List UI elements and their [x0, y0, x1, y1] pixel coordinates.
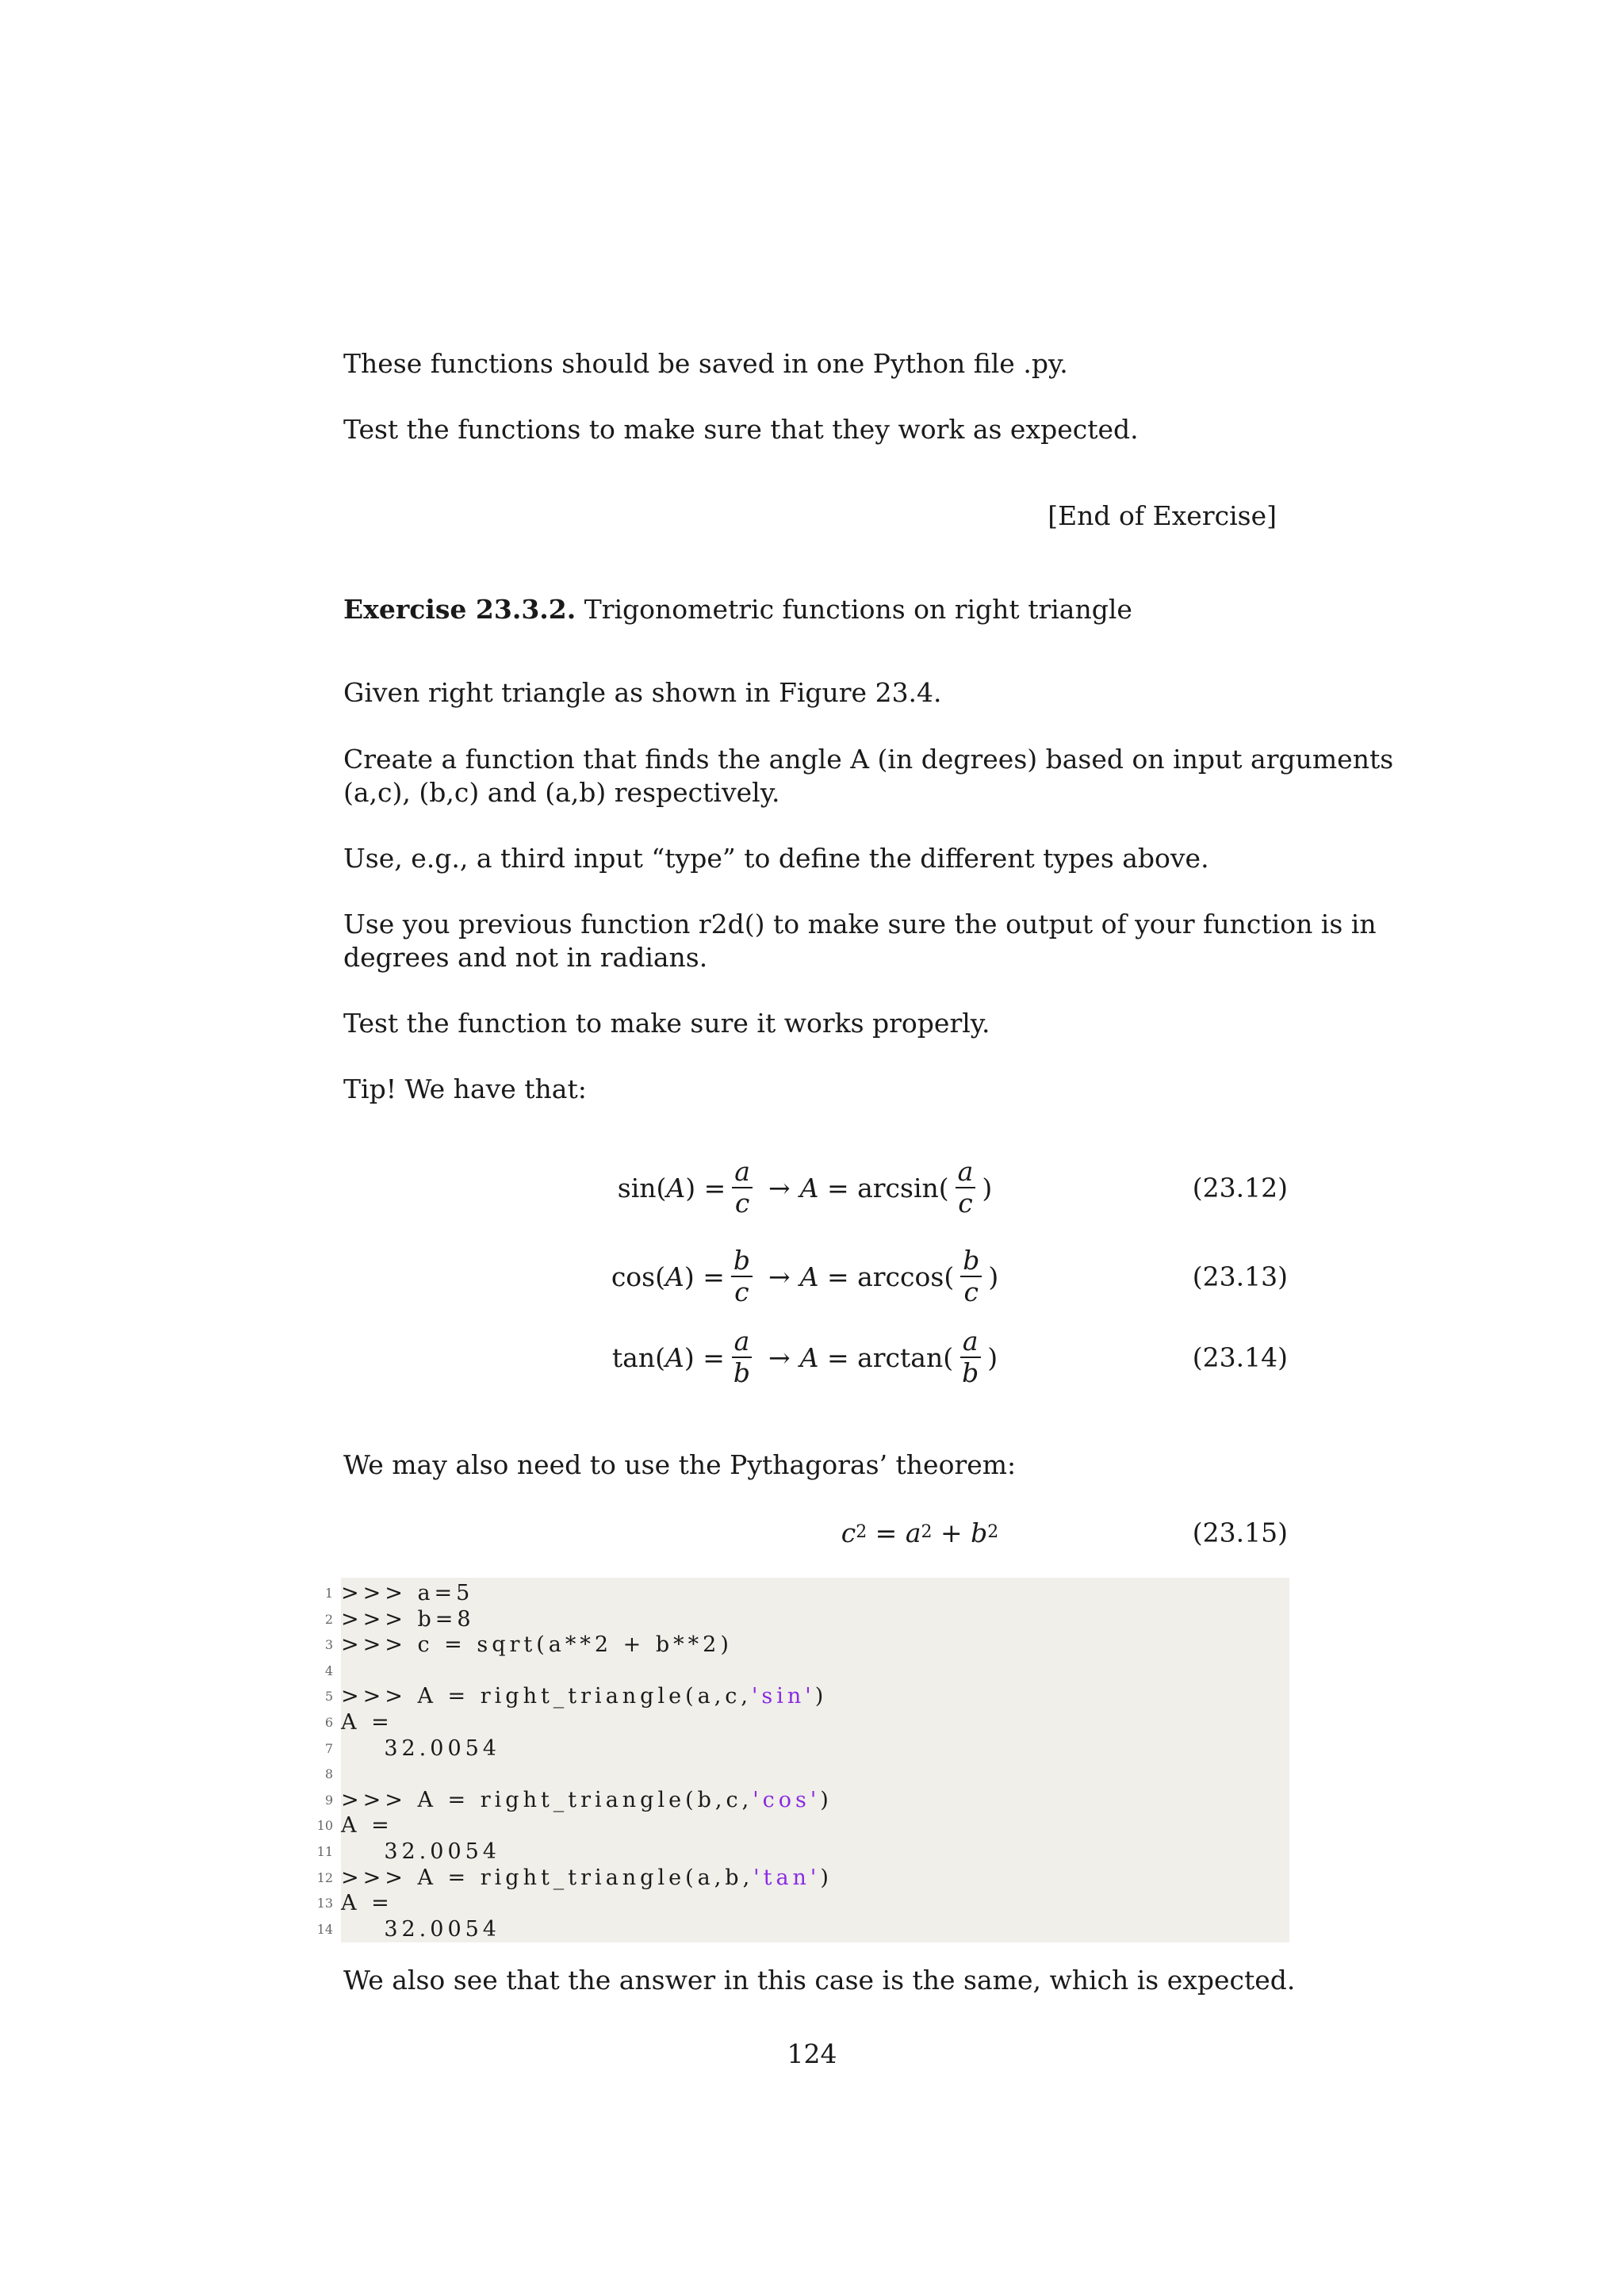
equation-number: (23.13) [1192, 1261, 1288, 1292]
line-number: 5 [324, 1689, 333, 1704]
line-number: 13 [316, 1896, 333, 1911]
line-number: 12 [316, 1870, 333, 1885]
line-number: 11 [316, 1844, 333, 1859]
arrow-icon: → [768, 1261, 791, 1292]
line-number: 7 [324, 1741, 333, 1756]
code-line [324, 1736, 1289, 1762]
paragraph-tip: Tip! We have that: [343, 1073, 587, 1104]
code-line [324, 1607, 1289, 1632]
code-line [316, 1891, 1289, 1916]
line-number: 14 [316, 1922, 333, 1937]
code-line [324, 1659, 1289, 1684]
line-number: 3 [324, 1637, 333, 1652]
arrow-icon: → [768, 1341, 791, 1373]
exercise-heading [343, 593, 1287, 626]
code-text-tail: ) [814, 1684, 828, 1709]
code-line [316, 1813, 1289, 1839]
fraction: $\frac{a}{b}$ [731, 1326, 753, 1388]
code-text-main: 32.0054 [341, 1839, 500, 1864]
paragraph-save-file: These functions should be saved in one Python file .py. [343, 348, 1068, 379]
code-line [316, 1917, 1289, 1942]
code-text [341, 1736, 500, 1762]
paragraph-test-functions: Test the functions to make sure that they work as expected. [343, 414, 1139, 445]
code-line [324, 1632, 1289, 1658]
code-line [324, 1581, 1289, 1606]
eq-arcfunc: arccos [857, 1261, 944, 1292]
paragraph-r2d-line2: degrees and not in radians. [343, 942, 708, 973]
fraction: $\frac{a}{c}$ [732, 1157, 753, 1219]
paragraph-create-function-line2: (a,c), (b,c) and (a,b) respectively. [343, 777, 780, 808]
code-line [316, 1839, 1289, 1865]
eq-func: cos [611, 1261, 656, 1292]
fraction: $\frac{b}{c}$ [960, 1246, 982, 1307]
eq-func: sin [617, 1172, 657, 1203]
code-text [341, 1684, 827, 1709]
line-number: 6 [324, 1715, 333, 1730]
code-text-tail: ) [820, 1866, 833, 1890]
equation-cos: cos ( A ) = $\frac{b}{c}$ → A = arccos ( $\frac{b}{c}$ ) (23.13) [611, 1245, 1288, 1307]
code-text-main: >>> c = sqrt(a**2 + b**2) [341, 1632, 733, 1657]
paragraph-r2d-line1: Use you previous function r2d() to make sure the output of your function is in [343, 909, 1377, 939]
paragraph-pythagoras: We may also need to use the Pythagoras’ theorem: [343, 1449, 1017, 1480]
code-text-main: A = [341, 1891, 393, 1915]
eq-arcfunc: arcsin [857, 1172, 939, 1203]
code-line [324, 1710, 1289, 1735]
eq-func: tan [611, 1341, 656, 1373]
code-text-main: >>> A = right_triangle(b,c, [341, 1788, 753, 1812]
line-number: 9 [324, 1793, 333, 1808]
paragraph-test-function: Test the function to make sure it works properly. [343, 1008, 990, 1039]
eq-arcfunc: arctan [857, 1341, 944, 1373]
code-line [324, 1762, 1289, 1787]
code-text [341, 1917, 500, 1942]
page-number: 124 [787, 2038, 837, 2069]
line-number: 10 [316, 1818, 333, 1833]
line-number: 8 [324, 1766, 333, 1781]
code-text [341, 1788, 833, 1813]
fraction: $\frac{a}{c}$ [956, 1157, 976, 1219]
equation-number: (23.15) [1192, 1517, 1288, 1548]
paragraph-given-triangle: Given right triangle as shown in Figure 23.4. [343, 677, 942, 708]
code-text-tail: ) [820, 1788, 833, 1812]
code-line [324, 1684, 1289, 1709]
code-text-main: A = [341, 1813, 393, 1838]
paragraph-conclusion: We also see that the answer in this case is the same, which is expected. [343, 1965, 1296, 1996]
paragraph-create-function-line1: Create a function that finds the angle A (in degrees) based on input arguments [343, 744, 1394, 775]
code-text-main: 32.0054 [341, 1917, 500, 1942]
arrow-icon: → [768, 1172, 791, 1203]
code-text [341, 1710, 393, 1735]
line-number: 2 [324, 1612, 333, 1627]
equation-number: (23.12) [1192, 1172, 1288, 1203]
code-text [341, 1632, 733, 1658]
paragraph-third-input: Use, e.g., a third input “type” to define the different types above. [343, 843, 1209, 874]
code-text [341, 1581, 473, 1606]
code-text-main: >>> b=8 [341, 1607, 475, 1632]
line-number: 1 [324, 1586, 333, 1601]
code-text-main: >>> A = right_triangle(a,b, [341, 1866, 754, 1890]
code-string-literal: 'cos' [753, 1788, 821, 1812]
equation-sin: sin ( A ) = $\frac{a}{c}$ → A = arcsin ( $\frac{a}{c}$ ) (23.12) [617, 1156, 1288, 1219]
code-text [341, 1891, 393, 1916]
end-of-exercise-marker: [End of Exercise] [1048, 500, 1277, 531]
code-listing [316, 1578, 1289, 1942]
equation-tan: tan ( A ) = $\frac{a}{b}$ → A = arctan ( $\frac{a}{b}$ ) (23.14) [611, 1326, 1288, 1388]
fraction: $\frac{a}{b}$ [959, 1326, 981, 1388]
code-text [341, 1607, 475, 1632]
code-text [341, 1813, 393, 1839]
code-line [316, 1866, 1289, 1891]
code-text-main: >>> A = right_triangle(a,c, [341, 1684, 752, 1709]
code-text-main: >>> a=5 [341, 1581, 474, 1605]
fraction: $\frac{b}{c}$ [731, 1246, 753, 1307]
line-number: 4 [324, 1663, 333, 1678]
code-text [341, 1839, 500, 1865]
code-text-main: A = [341, 1710, 393, 1735]
equation-pythagoras: c 2 = a 2 + b 2 (23.15) [841, 1517, 1288, 1548]
exercise-label: Exercise 23.3.2. [343, 594, 576, 625]
code-string-literal: 'sin' [752, 1684, 815, 1709]
code-line [324, 1788, 1289, 1813]
code-string-literal: 'tan' [753, 1866, 821, 1890]
exercise-title: Trigonometric functions on right triangle [584, 594, 1132, 625]
code-text-main: 32.0054 [341, 1736, 500, 1761]
equation-number: (23.14) [1192, 1341, 1288, 1373]
code-text [341, 1866, 833, 1891]
